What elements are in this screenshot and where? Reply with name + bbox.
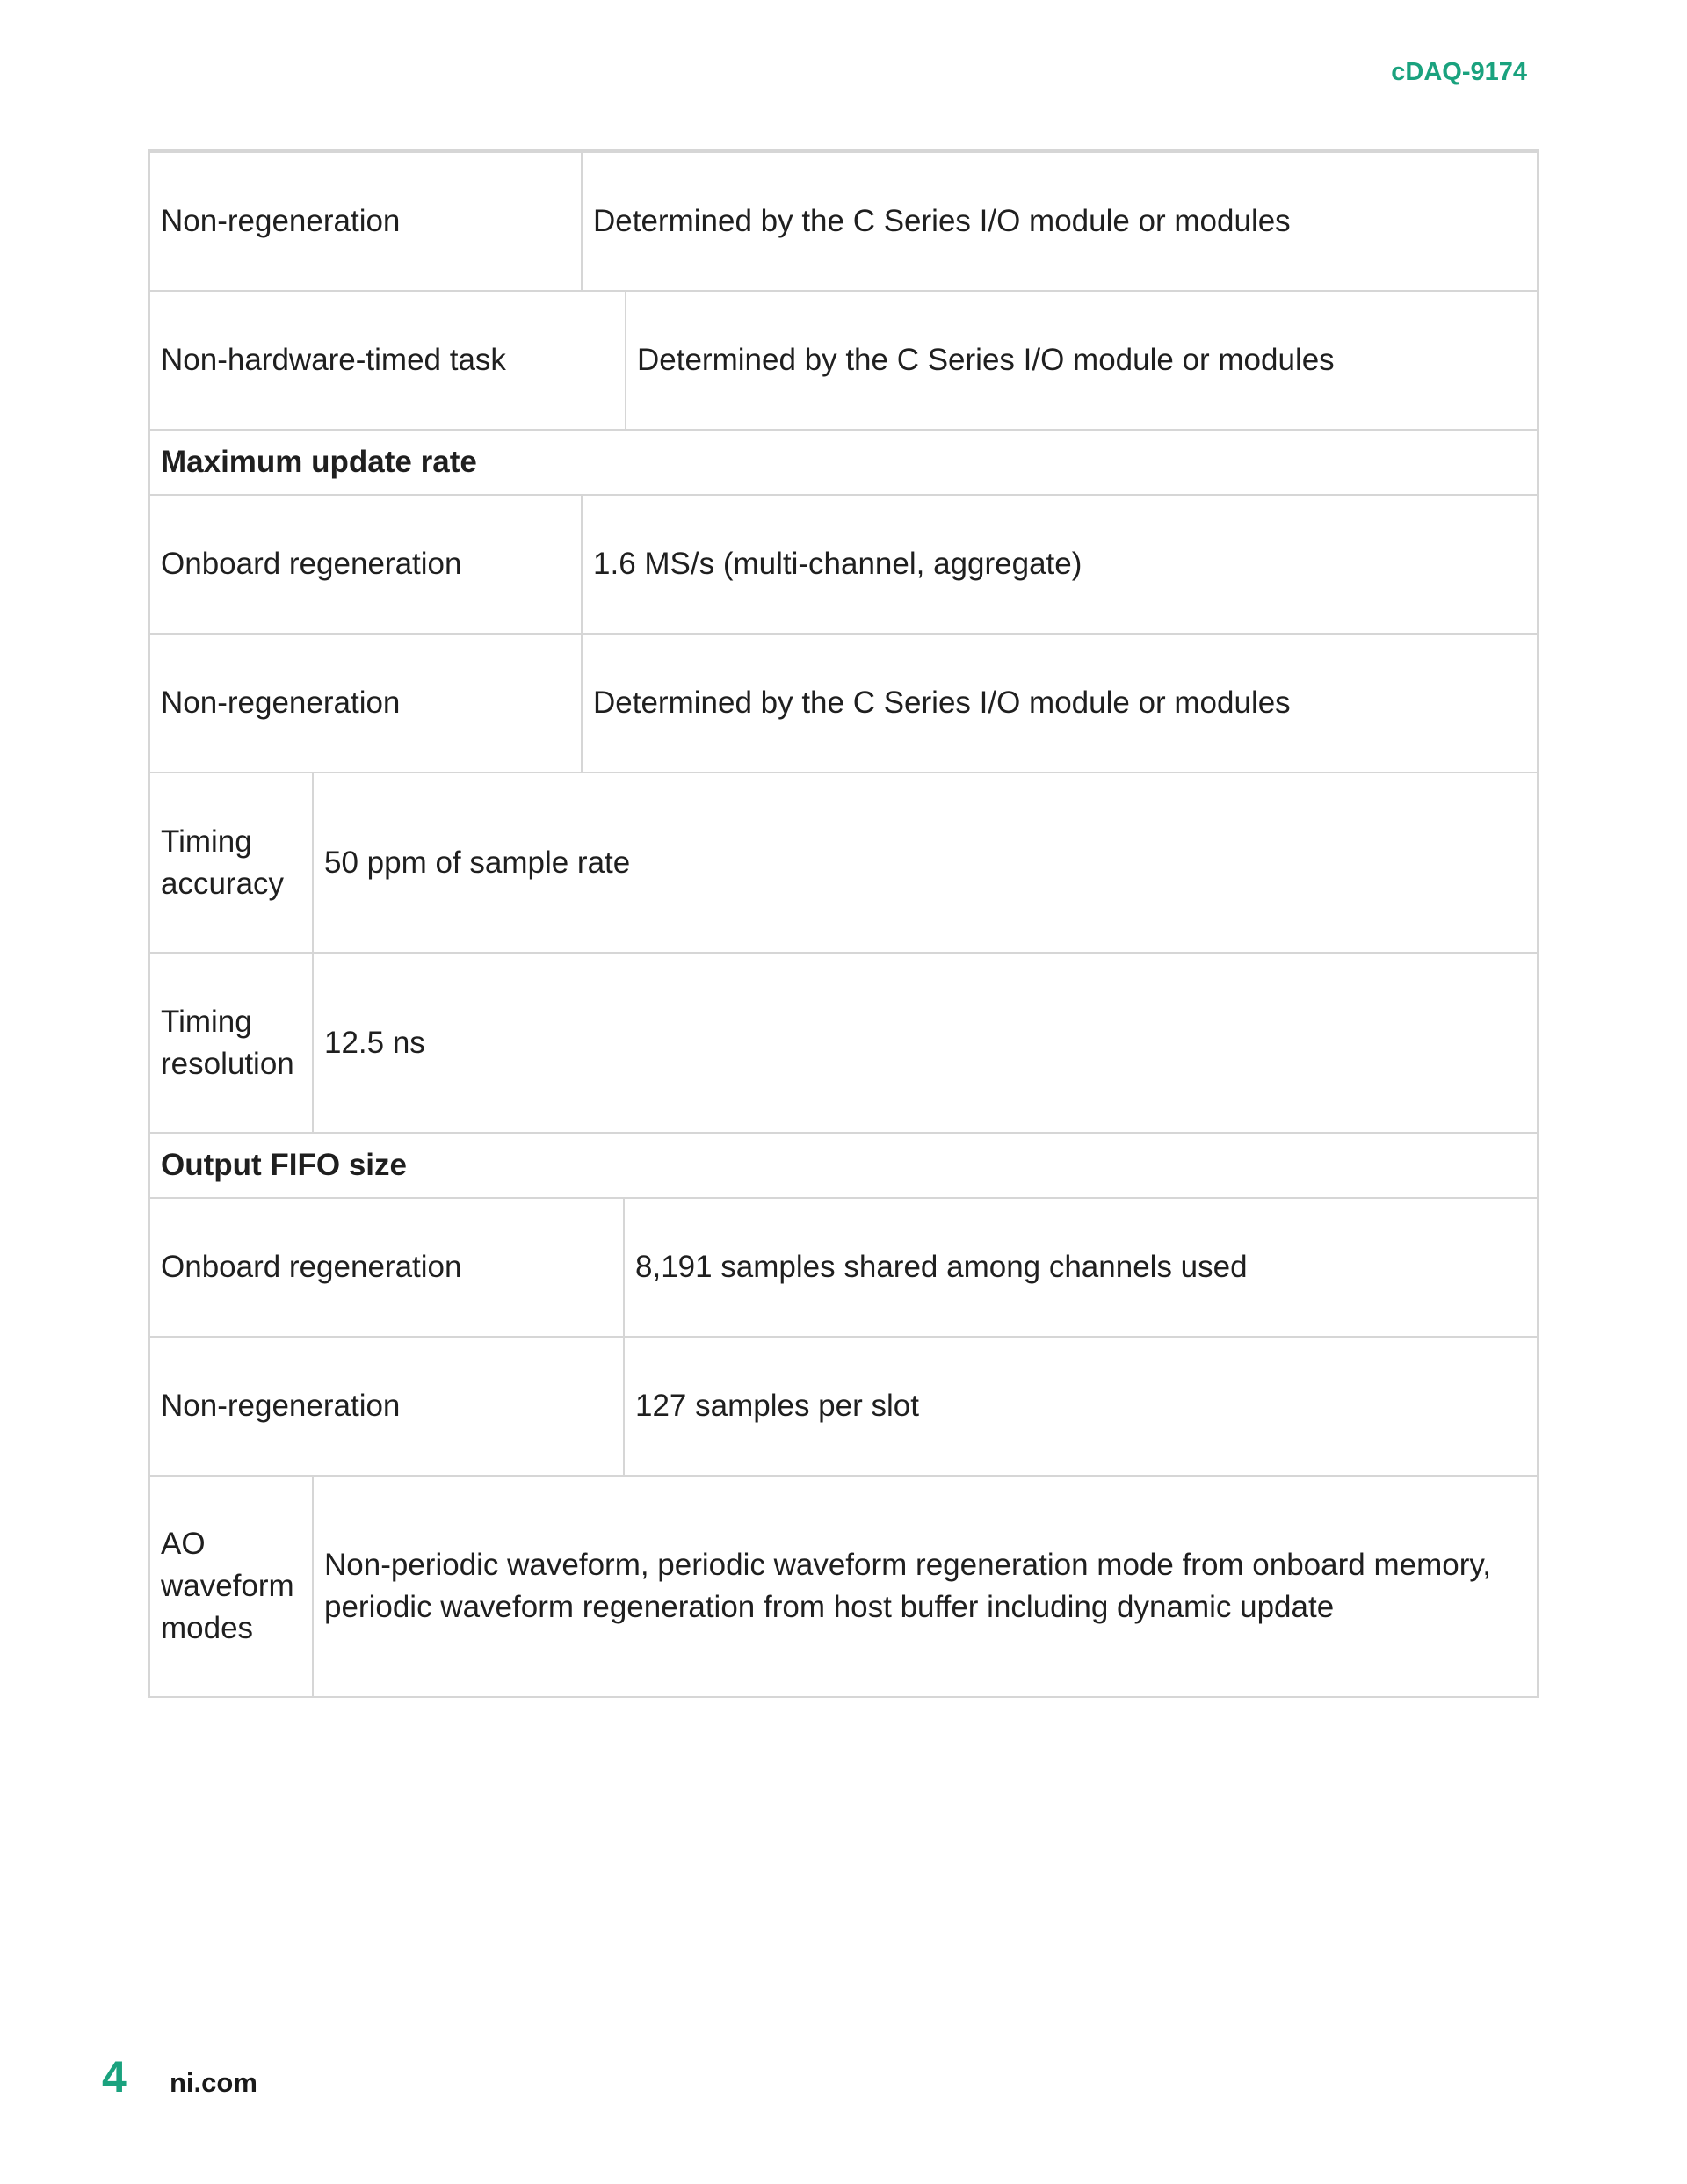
row-value: Determined by the C Series I/O module or modules <box>593 686 1291 720</box>
table-row <box>148 153 1539 292</box>
table-row <box>148 1338 1539 1477</box>
row-value: 12.5 ns <box>324 1025 425 1060</box>
footer-site-link[interactable]: ni.com <box>170 2067 257 2098</box>
table-row <box>148 496 1539 635</box>
spec-table <box>148 149 1539 1698</box>
row-value: 50 ppm of sample rate <box>324 845 631 880</box>
table-row <box>148 773 1539 954</box>
section-heading: Maximum update rate <box>161 445 477 479</box>
row-label: Timing accuracy <box>150 773 314 952</box>
row-value: 127 samples per slot <box>635 1389 919 1423</box>
row-label: Timing resolution <box>150 954 314 1132</box>
row-value: Determined by the C Series I/O module or modules <box>637 343 1335 377</box>
row-value: Determined by the C Series I/O module or modules <box>593 204 1291 238</box>
section-heading-row <box>148 1134 1539 1199</box>
row-label: Non-regeneration <box>150 635 583 772</box>
row-label: Onboard regeneration <box>150 1199 625 1336</box>
row-label: Onboard regeneration <box>150 496 583 633</box>
section-heading: Output FIFO size <box>161 1148 407 1182</box>
row-label: Non-hardware-timed task <box>150 292 626 429</box>
row-value: Non-periodic waveform, periodic waveform regeneration mode from onboard memory, periodic waveform regeneration from host buffer including dynamic update <box>324 1548 1491 1624</box>
table-row <box>148 954 1539 1134</box>
row-value: 8,191 samples shared among channels used <box>635 1250 1248 1284</box>
table-row <box>148 635 1539 773</box>
row-label: AO waveform modes <box>150 1477 314 1696</box>
page-number: 4 <box>102 2052 127 2101</box>
document-header-model: cDAQ-9174 <box>1391 58 1527 86</box>
row-label: Non-regeneration <box>150 153 583 290</box>
section-heading-row <box>148 431 1539 496</box>
table-row <box>148 1199 1539 1338</box>
row-value: 1.6 MS/s (multi-channel, aggregate) <box>593 547 1082 581</box>
table-row <box>148 292 1539 431</box>
row-label: Non-regeneration <box>150 1338 625 1475</box>
table-row <box>148 1477 1539 1698</box>
